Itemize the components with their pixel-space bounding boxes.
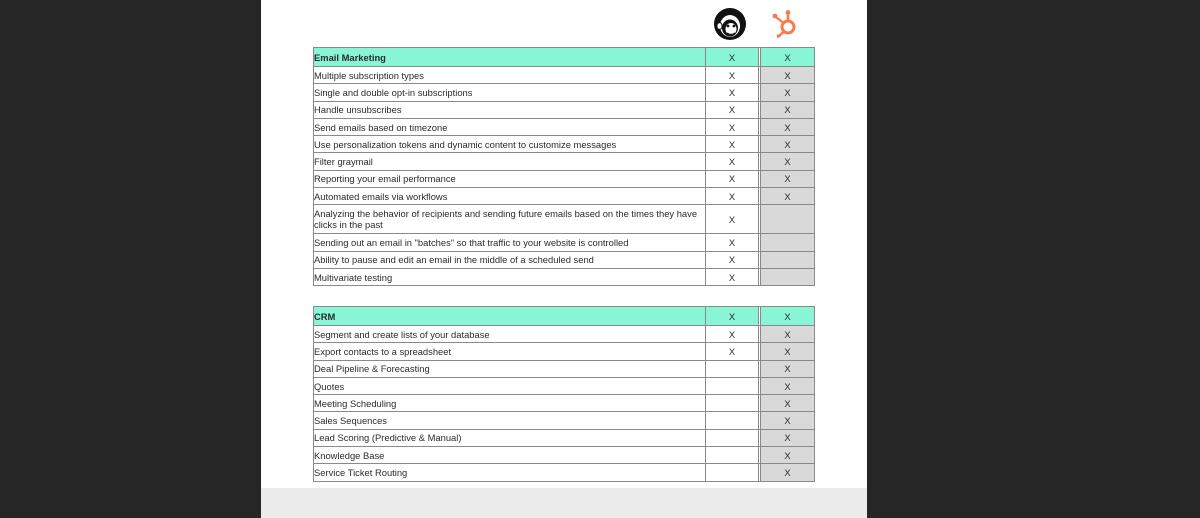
hubspot-mark: X [761,447,815,464]
hubspot-mark: X [761,136,815,153]
mailchimp-mark [706,447,759,464]
mailchimp-mark: X [706,326,759,343]
hubspot-mark: X [761,395,815,412]
mailchimp-mark [706,412,759,429]
feature-label: Sales Sequences [314,412,706,429]
feature-label: Segment and create lists of your database [314,326,706,343]
hubspot-mark [761,268,815,285]
table-row [314,136,815,153]
feature-label: Lead Scoring (Predictive & Manual) [314,429,706,446]
mailchimp-mark: X [706,251,759,268]
table-row [314,412,815,429]
feature-label: Knowledge Base [314,447,706,464]
mailchimp-header-mark: X [706,48,759,67]
crm-table [313,306,815,482]
feature-label: Quotes [314,377,706,394]
table-row [314,101,815,118]
document-page [261,0,867,518]
hubspot-mark: X [761,84,815,101]
section-header-row [314,307,815,326]
hubspot-mark: X [761,101,815,118]
hubspot-header-mark: X [761,48,815,67]
feature-label: Sending out an email in "batches" so that traffic to your website is controlled [314,234,706,251]
hubspot-mark [761,234,815,251]
mailchimp-mark: X [706,170,759,187]
table-row [314,205,815,234]
table-row [314,429,815,446]
section-header-row [314,48,815,67]
hubspot-mark: X [761,67,815,84]
feature-label: Export contacts to a spreadsheet [314,343,706,360]
mailchimp-mark [706,377,759,394]
hubspot-mark: X [761,153,815,170]
feature-label: Use personalization tokens and dynamic content to customize messages [314,136,706,153]
hubspot-header-mark: X [761,307,815,326]
table-row [314,170,815,187]
feature-label: Analyzing the behavior of recipients and sending future emails based on the times they have clicks in the past [314,205,706,234]
hubspot-mark: X [761,429,815,446]
hubspot-logo-icon [770,8,800,38]
feature-label: Deal Pipeline & Forecasting [314,360,706,377]
mailchimp-mark: X [706,84,759,101]
mailchimp-mark [706,395,759,412]
mailchimp-mark: X [706,188,759,205]
hubspot-mark: X [761,343,815,360]
mailchimp-logo-icon [713,7,747,41]
feature-label: Ability to pause and edit an email in the middle of a scheduled send [314,251,706,268]
mailchimp-mark: X [706,101,759,118]
hubspot-mark [761,205,815,234]
table-row [314,343,815,360]
table-row [314,395,815,412]
feature-label: Multivariate testing [314,268,706,285]
table-row [314,447,815,464]
page-footer-strip [261,488,867,518]
feature-label: Meeting Scheduling [314,395,706,412]
hubspot-mark: X [761,188,815,205]
table-row [314,188,815,205]
email-marketing-table [313,47,815,286]
mailchimp-mark [706,429,759,446]
mailchimp-mark: X [706,118,759,135]
mailchimp-header-mark: X [706,307,759,326]
table-row [314,84,815,101]
table-row [314,377,815,394]
hubspot-mark: X [761,326,815,343]
table-row [314,464,815,481]
feature-label: Reporting your email performance [314,170,706,187]
table-row [314,360,815,377]
mailchimp-mark [706,464,759,481]
hubspot-mark: X [761,118,815,135]
section-title: Email Marketing [314,48,706,67]
section-title: CRM [314,307,706,326]
hubspot-mark: X [761,170,815,187]
feature-label: Automated emails via workflows [314,188,706,205]
table-row [314,67,815,84]
feature-label: Single and double opt-in subscriptions [314,84,706,101]
table-row [314,251,815,268]
mailchimp-mark: X [706,205,759,234]
table-row [314,268,815,285]
feature-label: Send emails based on timezone [314,118,706,135]
table-row [314,153,815,170]
mailchimp-mark: X [706,268,759,285]
mailchimp-mark: X [706,67,759,84]
mailchimp-mark [706,360,759,377]
feature-label: Multiple subscription types [314,67,706,84]
table-row [314,326,815,343]
mailchimp-mark: X [706,153,759,170]
table-row [314,234,815,251]
mailchimp-mark: X [706,343,759,360]
mailchimp-mark: X [706,234,759,251]
hubspot-mark: X [761,464,815,481]
hubspot-mark: X [761,412,815,429]
hubspot-mark: X [761,377,815,394]
table-row [314,118,815,135]
feature-label: Filter graymail [314,153,706,170]
feature-label: Handle unsubscribes [314,101,706,118]
mailchimp-mark: X [706,136,759,153]
hubspot-mark [761,251,815,268]
hubspot-mark: X [761,360,815,377]
feature-label: Service Ticket Routing [314,464,706,481]
